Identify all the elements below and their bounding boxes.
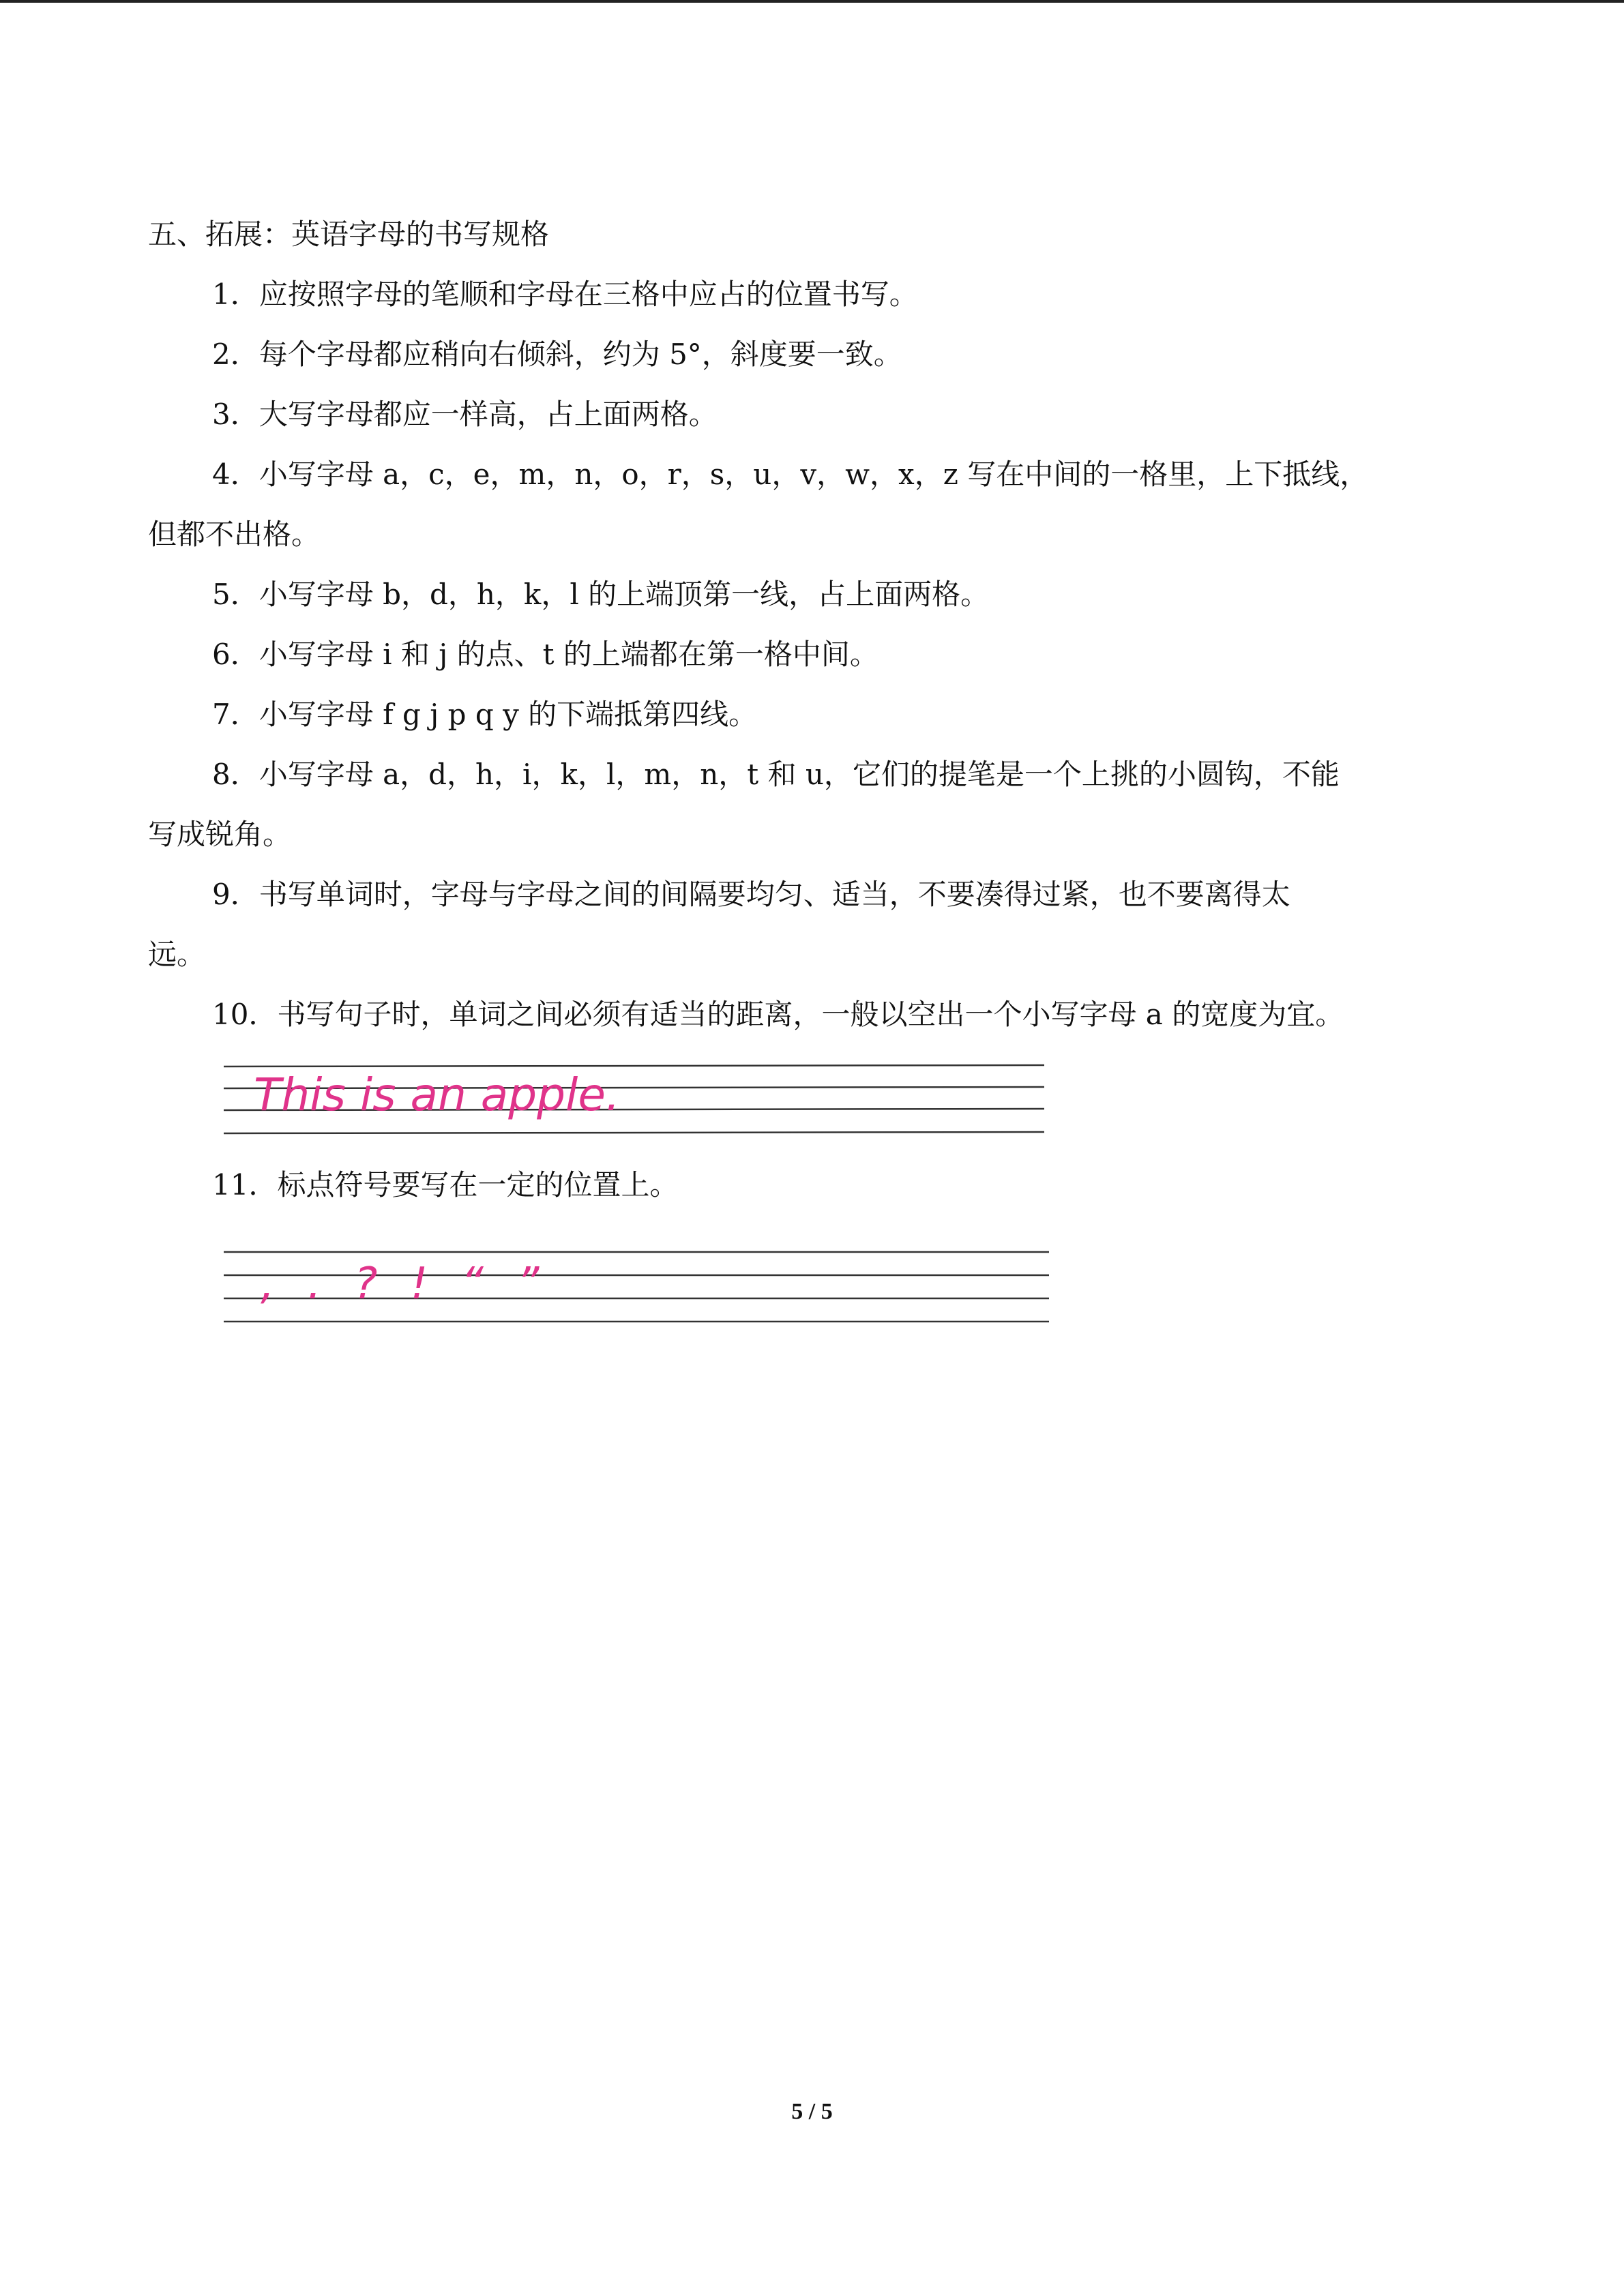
rule-text: 小写字母 i 和 j 的点、t 的上端都在第一格中间。 [259, 638, 879, 671]
rule-text: 大写字母都应一样高，占上面两格。 [259, 398, 718, 431]
rule-text: 书写单词时，字母与字母之间的间隔要均匀、适当，不要凑得过紧，也不要离得太 [259, 878, 1290, 911]
rule-2 [212, 336, 902, 374]
rule-number: 8． [212, 758, 259, 791]
rule-number: 11． [212, 1168, 278, 1202]
rule-9 [212, 876, 1290, 914]
rule-text: 标点符号要写在一定的位置上。 [277, 1168, 679, 1202]
handwritten-sentence: This is an apple. [254, 1069, 620, 1121]
rule-number: 4． [212, 458, 259, 491]
rule-text: 小写字母 b，d，h，k，l 的上端顶第一线，占上面两格。 [259, 578, 990, 611]
punctuation-handwriting-example [222, 1245, 1054, 1332]
rule-text: 小写字母 a，c，e，m，n，o，r，s，u，v，w，x，z 写在中间的一格里，上下抵线， [259, 458, 1369, 491]
rule-number: 1． [212, 278, 259, 311]
section-heading: 五、拓展：英语字母的书写规格 [148, 218, 550, 251]
rule-3 [212, 396, 718, 434]
sentence-handwriting-example [222, 1058, 1048, 1147]
rule-7 [212, 696, 757, 734]
rule-number: 10． [212, 998, 278, 1031]
rule-4 [212, 456, 1368, 494]
rule-number: 7． [212, 698, 259, 731]
rule-number: 6． [212, 638, 259, 671]
rule-10 [212, 996, 1344, 1034]
rule-5 [212, 576, 989, 614]
rule-8-continuation: 写成锐角。 [148, 818, 292, 851]
rule-number: 2． [212, 338, 259, 371]
rule-text: 每个字母都应稍向右倾斜，约为 5°，斜度要一致。 [259, 338, 902, 371]
rule-number: 9． [212, 878, 259, 911]
rule-4-continuation: 但都不出格。 [148, 518, 321, 551]
rule-text: 小写字母 a，d，h，i，k，l，m，n，t 和 u，它们的提笔是一个上挑的小圆钩，不能 [259, 758, 1340, 791]
rule-11 [212, 1166, 678, 1204]
rule-8 [212, 756, 1340, 794]
rule-text: 书写句子时，单词之间必须有适当的距离，一般以空出一个小写字母 a 的宽度为宜。 [277, 998, 1344, 1031]
rule-9-continuation: 远。 [148, 938, 206, 971]
rule-text: 应按照字母的笔顺和字母在三格中应占的位置书写。 [259, 278, 918, 311]
rule-number: 3． [212, 398, 259, 431]
handwritten-punctuation: , . ? ! “ ” [261, 1259, 549, 1309]
rule-1 [212, 275, 918, 314]
rule-text: 小写字母 f g j p q y 的下端抵第四线。 [259, 698, 758, 731]
rule-6 [212, 636, 879, 674]
page-number: 5 / 5 [791, 2099, 833, 2124]
rule-number: 5． [212, 578, 259, 611]
